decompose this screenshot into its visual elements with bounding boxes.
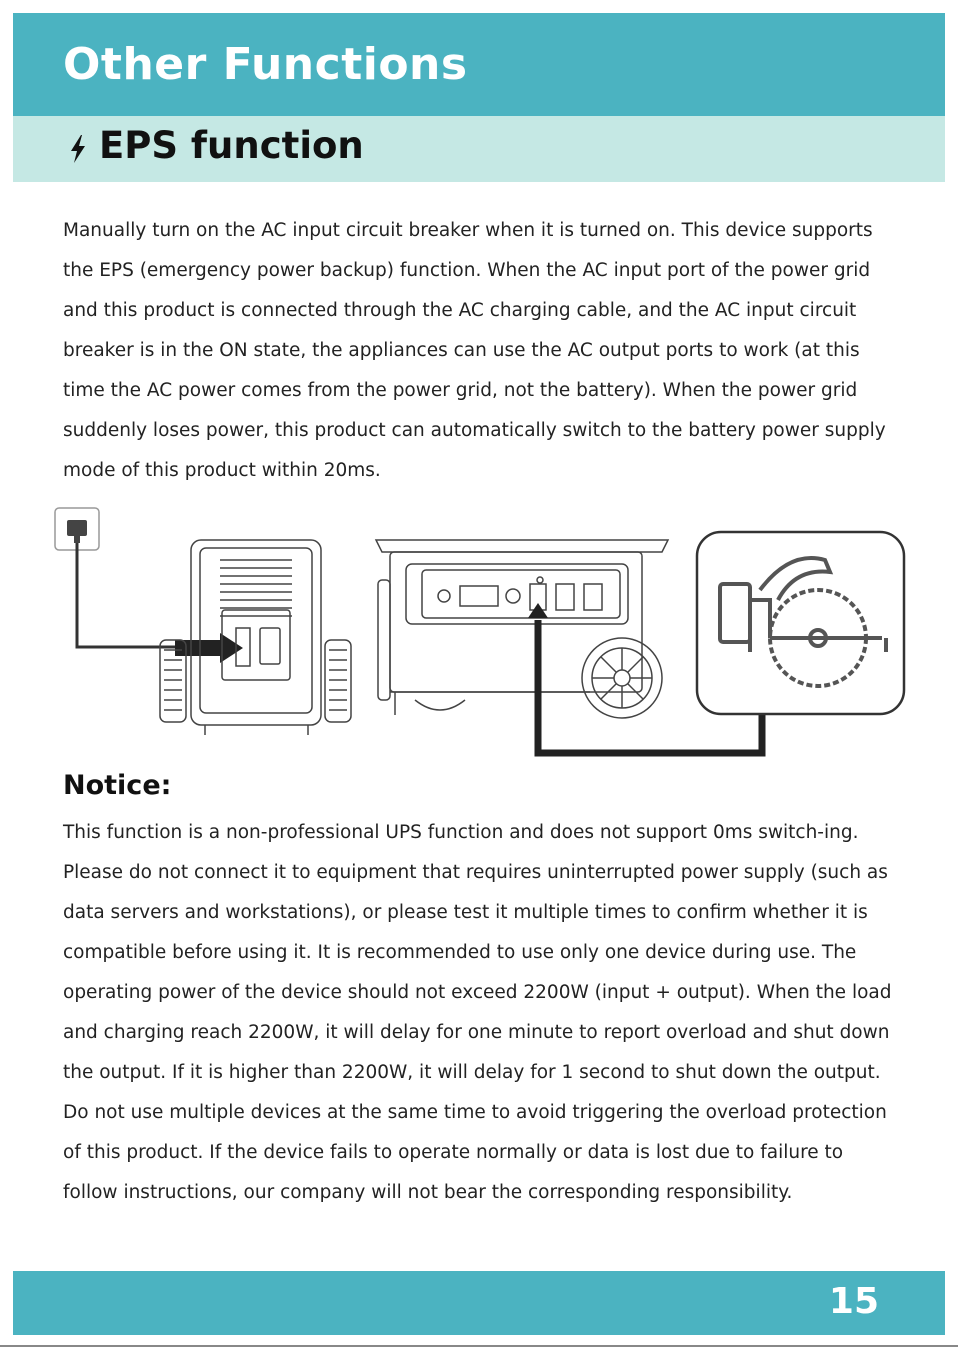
eps-connection-illustration bbox=[50, 500, 910, 765]
notice-heading: Notice: bbox=[63, 770, 172, 801]
section-band bbox=[13, 116, 945, 182]
page-title: Other Functions bbox=[63, 39, 468, 90]
title-band bbox=[13, 13, 945, 116]
lightning-bolt-icon bbox=[68, 135, 88, 163]
power-station-side-view bbox=[160, 540, 351, 735]
page-number: 15 bbox=[828, 1281, 879, 1322]
page-bottom-divider bbox=[0, 1345, 958, 1347]
wheel-icon bbox=[582, 638, 662, 718]
footer-band bbox=[13, 1271, 945, 1335]
power-station-front-view bbox=[376, 540, 668, 715]
grid-cable bbox=[77, 543, 180, 647]
notice-paragraph: This function is a non-professional UPS function and does not support 0ms switch-ing. Please do not connect it to equipment that requires uninterrupted power supply (such as data servers and workstations), or please test it multiple times to confirm whether it is compatible before using it. It is recommended to use only one device during use. The operating power of the device should not exceed 2200W (input + output). When the load and charging reach 2200W, it will delay for one minute to report overload and shut down the output. If it is higher than 2200W, it will delay for 1 second to shut down the output. Do not use multiple devices at the same time to avoid triggering the overload protection of this product. If the device fails to operate normally or data is lost due to failure to follow instructions, our company will not bear the corresponding responsibility. bbox=[63, 822, 892, 1203]
section-title: EPS function bbox=[99, 124, 364, 167]
input-arrow-icon bbox=[175, 633, 243, 663]
intro-paragraph: Manually turn on the AC input circuit breaker when it is turned on. This device supports the EPS (emergency power backup) function. When the AC input port of the power grid and this product is connected through the AC charging cable, and the AC input circuit breaker is in the ON state, the appliances can use the AC output ports to work (at this time the AC power comes from the power grid, not the battery). When the power grid suddenly loses power, this product can automatically switch to the battery power supply mode of this product within 20ms. bbox=[63, 220, 886, 481]
